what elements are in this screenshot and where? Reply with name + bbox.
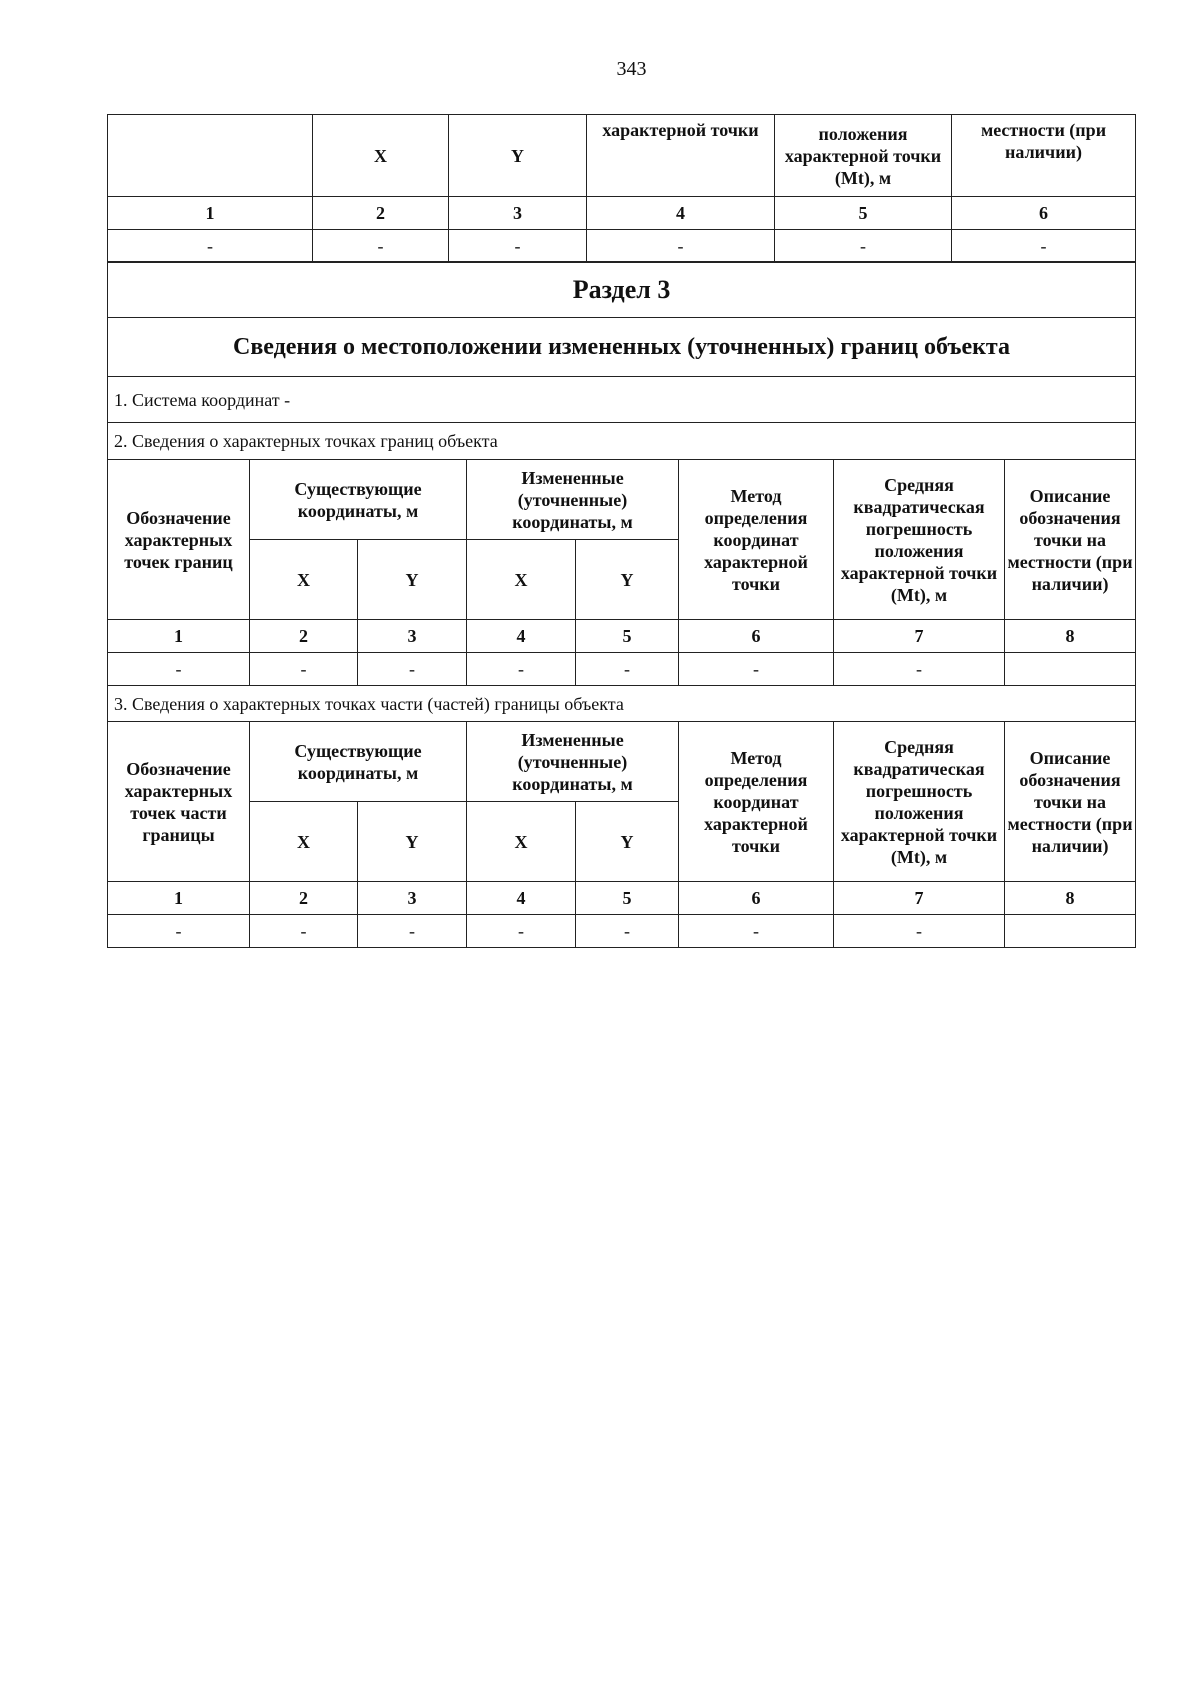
table-cell: - xyxy=(576,653,679,686)
column-number: 4 xyxy=(467,882,576,915)
top-table-number-row xyxy=(108,197,1136,230)
col-existing-coords: Существующие координаты, м xyxy=(250,722,467,802)
points-number-row xyxy=(108,620,1136,653)
table-cell: - xyxy=(834,915,1005,948)
points-heading: 2. Сведения о характерных точках границ объекта xyxy=(108,423,1136,460)
table-cell: - xyxy=(358,653,467,686)
column-number: 5 xyxy=(576,882,679,915)
top-header-cell: положения характерной точки (Mt), м xyxy=(775,115,952,197)
points-value-row xyxy=(108,653,1136,686)
column-number: 2 xyxy=(250,620,358,653)
column-number: 3 xyxy=(358,620,467,653)
page-number: 343 xyxy=(616,58,647,80)
top-header-cell: местности (при наличии) xyxy=(952,115,1136,197)
col-designation: Обозначение характерных точек части границы xyxy=(108,722,250,882)
top-header-cell: характерной точки xyxy=(587,115,775,197)
coordinate-system: 1. Система координат - xyxy=(108,377,1136,423)
sub-col-y: Y xyxy=(358,540,467,620)
col-error: Средняя квадратическая погрешность положения характерной точки (Mt), м xyxy=(834,460,1005,620)
sub-col-x: X xyxy=(250,540,358,620)
column-number: 7 xyxy=(834,882,1005,915)
column-number: 3 xyxy=(449,197,587,230)
column-number: 8 xyxy=(1005,620,1136,653)
col-method: Метод определения координат характерной точки xyxy=(679,722,834,882)
table-cell: - xyxy=(467,653,576,686)
top-table-value-row xyxy=(108,230,1136,263)
table-cell: - xyxy=(108,915,250,948)
column-number: 2 xyxy=(250,882,358,915)
table-cell: - xyxy=(108,653,250,686)
col-description: Описание обозначения точки на местности (при наличии) xyxy=(1005,722,1136,882)
top-table xyxy=(107,114,1136,263)
column-number: 1 xyxy=(108,197,313,230)
table-cell: - xyxy=(108,230,313,263)
sub-col-x: X xyxy=(467,540,576,620)
parts-number-row xyxy=(108,882,1136,915)
top-header-cell: Y xyxy=(449,115,587,197)
top-header-cell xyxy=(108,115,313,197)
table-cell xyxy=(1005,915,1136,948)
sub-col-y: Y xyxy=(358,802,467,882)
sub-col-y: Y xyxy=(576,540,679,620)
table-cell: - xyxy=(313,230,449,263)
table-cell: - xyxy=(775,230,952,263)
col-description: Описание обозначения точки на местности (при наличии) xyxy=(1005,460,1136,620)
column-number: 6 xyxy=(952,197,1136,230)
table-cell: - xyxy=(467,915,576,948)
col-designation: Обозначение характерных точек границ xyxy=(108,460,250,620)
column-number: 4 xyxy=(467,620,576,653)
parts-heading: 3. Сведения о характерных точках части (частей) границы объекта xyxy=(108,686,1136,722)
column-number: 8 xyxy=(1005,882,1136,915)
column-number: 1 xyxy=(108,620,250,653)
col-existing-coords: Существующие координаты, м xyxy=(250,460,467,540)
top-table-header-row xyxy=(108,115,1136,197)
table-cell: - xyxy=(358,915,467,948)
table-cell: - xyxy=(952,230,1136,263)
section-table xyxy=(107,261,1136,948)
sub-col-x: X xyxy=(467,802,576,882)
col-method: Метод определения координат характерной точки xyxy=(679,460,834,620)
table-cell: - xyxy=(250,653,358,686)
table-cell: - xyxy=(679,915,834,948)
table-cell: - xyxy=(576,915,679,948)
column-number: 5 xyxy=(576,620,679,653)
col-changed-coords: Измененные (уточненные) координаты, м xyxy=(467,722,679,802)
column-number: 6 xyxy=(679,620,834,653)
table-cell: - xyxy=(834,653,1005,686)
sub-col-y: Y xyxy=(576,802,679,882)
column-number: 2 xyxy=(313,197,449,230)
table-cell: - xyxy=(449,230,587,263)
parts-value-row xyxy=(108,915,1136,948)
table-cell: - xyxy=(679,653,834,686)
table-cell xyxy=(1005,653,1136,686)
table-cell: - xyxy=(250,915,358,948)
section-subtitle: Сведения о местоположении измененных (уточненных) границ объекта xyxy=(108,318,1136,377)
col-changed-coords: Измененные (уточненные) координаты, м xyxy=(467,460,679,540)
column-number: 6 xyxy=(679,882,834,915)
sub-col-x: X xyxy=(250,802,358,882)
column-number: 4 xyxy=(587,197,775,230)
col-error: Средняя квадратическая погрешность положения характерной точки (Mt), м xyxy=(834,722,1005,882)
column-number: 1 xyxy=(108,882,250,915)
table-cell: - xyxy=(587,230,775,263)
column-number: 3 xyxy=(358,882,467,915)
column-number: 7 xyxy=(834,620,1005,653)
section-title: Раздел 3 xyxy=(108,262,1136,318)
top-header-cell: X xyxy=(313,115,449,197)
column-number: 5 xyxy=(775,197,952,230)
